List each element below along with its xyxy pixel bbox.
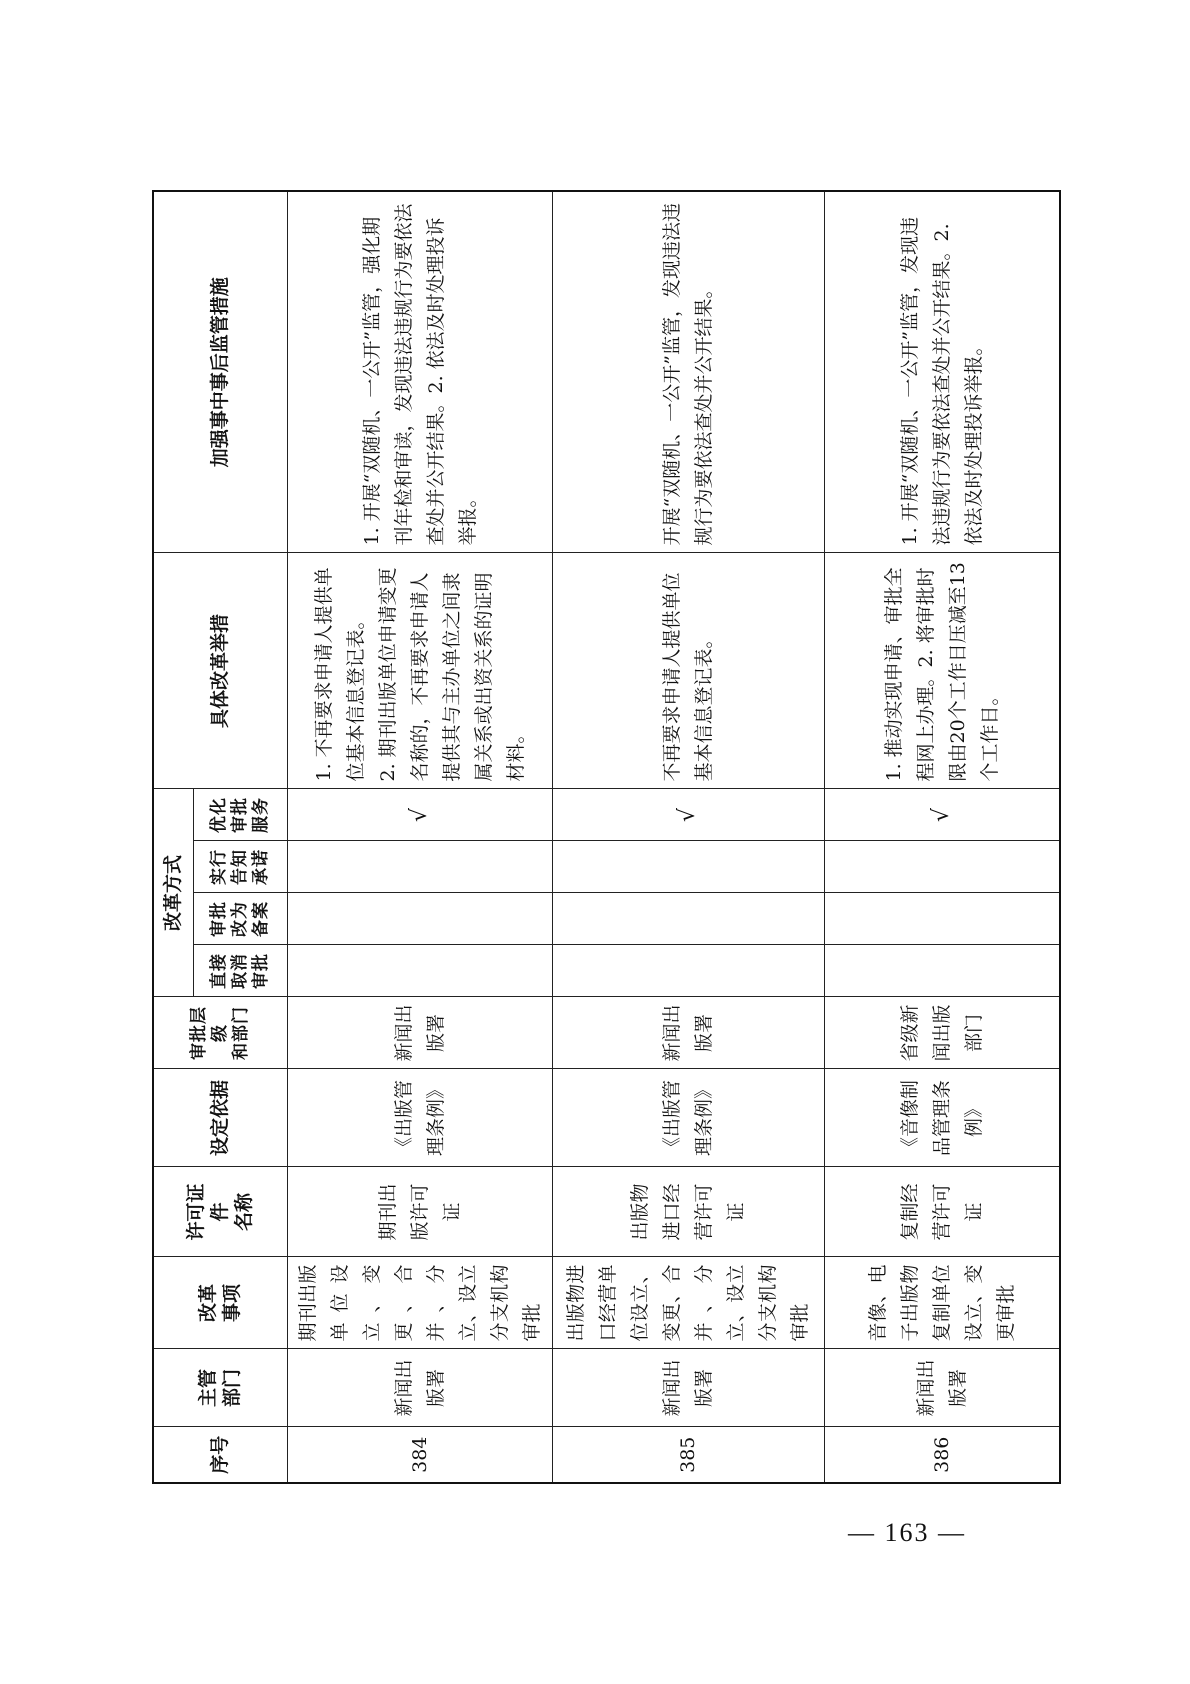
- page-number: — 163 —: [848, 1518, 966, 1547]
- cell-item: 音像、电子出版物复制单位设立、变更审批: [824, 1257, 1060, 1349]
- cell-measures: [552, 553, 824, 789]
- measures-item-2: 2. 期刊出版单位申请变更名称的，不再要求申请人提供其与主办单位之间隶属关系或出资关系的证明材料。: [376, 567, 527, 782]
- header-permit-line1: 许可证件: [185, 1183, 232, 1241]
- header-permit: [153, 1167, 287, 1257]
- table-row-386: [824, 191, 1060, 1483]
- header-level-line2: 和部门: [230, 1006, 251, 1060]
- header-level: [153, 997, 287, 1069]
- header-basis: 设定依据: [153, 1069, 287, 1167]
- header-item: [153, 1257, 287, 1349]
- cell-mode-notify: [552, 841, 824, 893]
- header-dept-line2: 部门: [221, 1369, 244, 1408]
- cell-level: 新闻出版署: [552, 997, 824, 1069]
- cell-mode-notify: [287, 841, 552, 893]
- header-dept-line1: 主管: [197, 1369, 220, 1408]
- cell-mode-record: [824, 893, 1060, 945]
- measures-item-1: 1. 不再要求申请人提供单位基本信息登记表。: [312, 567, 367, 782]
- header-reform-mode: 改革方式: [153, 789, 193, 997]
- rotated-table-container: [152, 192, 1040, 1484]
- cell-mode-optimize: √: [287, 789, 552, 841]
- cell-seq: 385: [552, 1427, 824, 1483]
- header-dept: [153, 1349, 287, 1427]
- cell-supervision: 1. 开展“双随机、一公开”监管，发现违法违规行为要依法查处并公开结果。2. 依法及时处理投诉举报。: [824, 191, 1060, 553]
- cell-item: 期刊出版单位设立、变更、合并、分立、设立分支机构审批: [287, 1257, 552, 1349]
- cell-mode-cancel: [824, 945, 1060, 997]
- reform-table: [152, 190, 1061, 1484]
- cell-dept: 新闻出版署: [287, 1349, 552, 1427]
- cell-basis: 《出版管理条例》: [287, 1069, 552, 1167]
- header-mode-record: 审批改为备案: [193, 893, 287, 945]
- header-mode-cancel: 直接取消审批: [193, 945, 287, 997]
- header-item-line1: 改革: [197, 1284, 220, 1323]
- cell-basis: 《音像制品管理条例》: [824, 1069, 1060, 1167]
- cell-level: 省级新闻出版部门: [824, 997, 1060, 1069]
- cell-seq: 384: [287, 1427, 552, 1483]
- cell-mode-record: [287, 893, 552, 945]
- cell-supervision: 1. 开展“双随机、一公开”监管，强化期刊年检和审读，发现违法违规行为要依法查处并公开结果。2. 依法及时处理投诉举报。: [287, 191, 552, 553]
- cell-mode-optimize: √: [824, 789, 1060, 841]
- table-row-384: [287, 191, 552, 1483]
- header-permit-line2: 名称: [233, 1193, 256, 1232]
- header-measures: 具体改革举措: [153, 553, 287, 789]
- cell-mode-optimize: √: [552, 789, 824, 841]
- header-supervision: 加强事中事后监管措施: [153, 191, 287, 553]
- cell-measures: 1. 推动实现申请、审批全程网上办理。2. 将审批时限由20个工作日压减至13个工作日。: [824, 553, 1060, 789]
- cell-mode-record: [552, 893, 824, 945]
- cell-permit: 复制经营许可证: [824, 1167, 1060, 1257]
- header-level-line1: 审批层级: [188, 1006, 230, 1060]
- cell-mode-cancel: [287, 945, 552, 997]
- header-seq: 序号: [153, 1427, 287, 1483]
- cell-permit: 出版物进口经营许可证: [552, 1167, 824, 1257]
- measures-item-1: 不再要求申请人提供单位基本信息登记表。: [661, 572, 715, 782]
- header-mode-optimize: 优化审批服务: [193, 789, 287, 841]
- cell-seq: 386: [824, 1427, 1060, 1483]
- cell-supervision: [552, 191, 824, 553]
- cell-mode-notify: [824, 841, 1060, 893]
- cell-mode-cancel: [552, 945, 824, 997]
- supervision-text: 开展“双随机、一公开”监管，发现违法违规行为要依法查处并公开结果。: [661, 203, 715, 546]
- cell-item: 出版物进口经营单位设立、变更、合并、分立、设立分支机构审批: [552, 1257, 824, 1349]
- table-row-385: [552, 191, 824, 1483]
- header-row-1: [153, 191, 193, 1483]
- cell-permit: 期刊出版许可证: [287, 1167, 552, 1257]
- cell-level: 新闻出版署: [287, 997, 552, 1069]
- header-mode-notify: 实行告知承诺: [193, 841, 287, 893]
- header-item-line2: 事项: [221, 1284, 244, 1323]
- cell-measures: [287, 553, 552, 789]
- cell-basis: 《出版管理条例》: [552, 1069, 824, 1167]
- cell-dept: 新闻出版署: [552, 1349, 824, 1427]
- cell-dept: 新闻出版署: [824, 1349, 1060, 1427]
